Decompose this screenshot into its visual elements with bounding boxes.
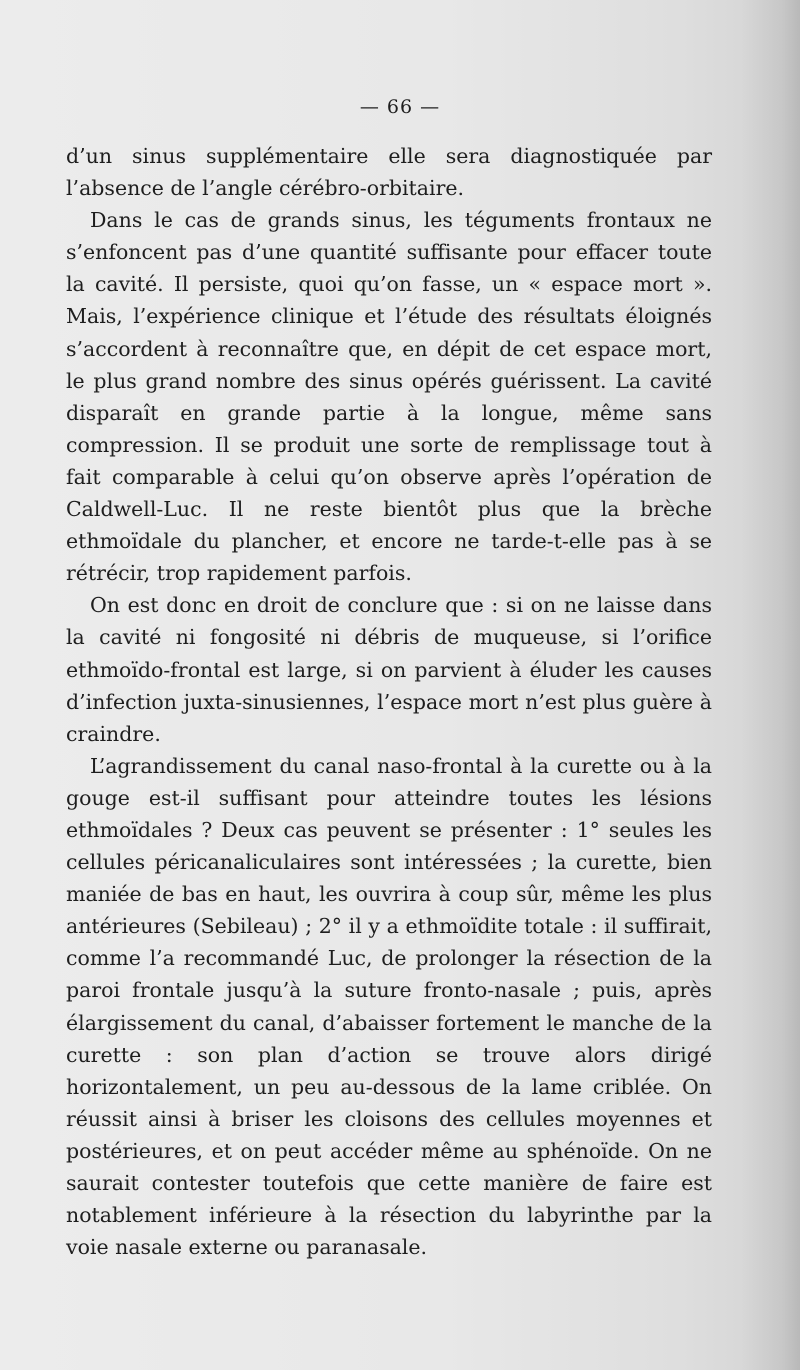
page-number: — 66 — (359, 96, 441, 118)
page-edge-shadow (740, 0, 800, 1370)
paragraph-2: Dans le cas de grands sinus, les téguments frontaux ne s’enfoncent pas d’une quantité suffisante pour effacer toute la cavité. Il persiste, quoi qu’on fasse, un « espace mort ». Mais, l’expérience clinique et l’étude des résultats éloignés s’accordent à reconnaître que, en dépit de cet espace mort, le plus grand nombre des sinus opérés guérissent. La cavité disparaît en grande partie à la longue, même sans compression. Il se produit une sorte de remplissage tout à fait comparable à celui qu’on observe après l’opération de Caldwell-Luc. Il ne reste bientôt plus que la brèche ethmoïdale du plancher, et encore ne tarde-t-elle pas à se rétrécir, trop rapidement parfois. (66, 208, 712, 586)
page-body (66, 140, 712, 1263)
paragraph-1: d’un sinus supplémentaire elle sera diagnostiquée par l’absence de l’angle cérébro-orbitaire. (66, 144, 712, 201)
paragraph-3: On est donc en droit de conclure que : si on ne laisse dans la cavité ni fongosité ni débris de muqueuse, si l’orifice ethmoïdo-frontal est large, si on parvient à éluder les causes d’infection juxta-sinusiennes, l’espace mort n’est plus guère à craindre. (66, 593, 712, 746)
paragraph-4: L’agrandissement du canal naso-frontal à la curette ou à la gouge est-il suffisant pour atteindre toutes les lésions ethmoïdales ? Deux cas peuvent se présenter : 1° seules les cellules péricanaliculaires sont intéressées ; la curette, bien maniée de bas en haut, les ouvrira à coup sûr, même les plus antérieures (Sebileau) ; 2° il y a ethmoïdite totale : il suffirait, comme l’a recommandé Luc, de prolonger la résection de la paroi frontale jusqu’à la suture fronto-nasale ; puis, après élargissement du canal, d’abaisser fortement le manche de la curette : son plan d’action se trouve alors dirigé horizontalement, un peu au-dessous de la lame criblée. On réussit ainsi à briser les cloisons des cellules moyennes et postérieures, et on peut accéder même au sphénoïde. On ne saurait contester toutefois que cette manière de faire est notablement inférieure à la résection du labyrinthe par la voie nasale externe ou paranasale. (66, 753, 712, 1260)
